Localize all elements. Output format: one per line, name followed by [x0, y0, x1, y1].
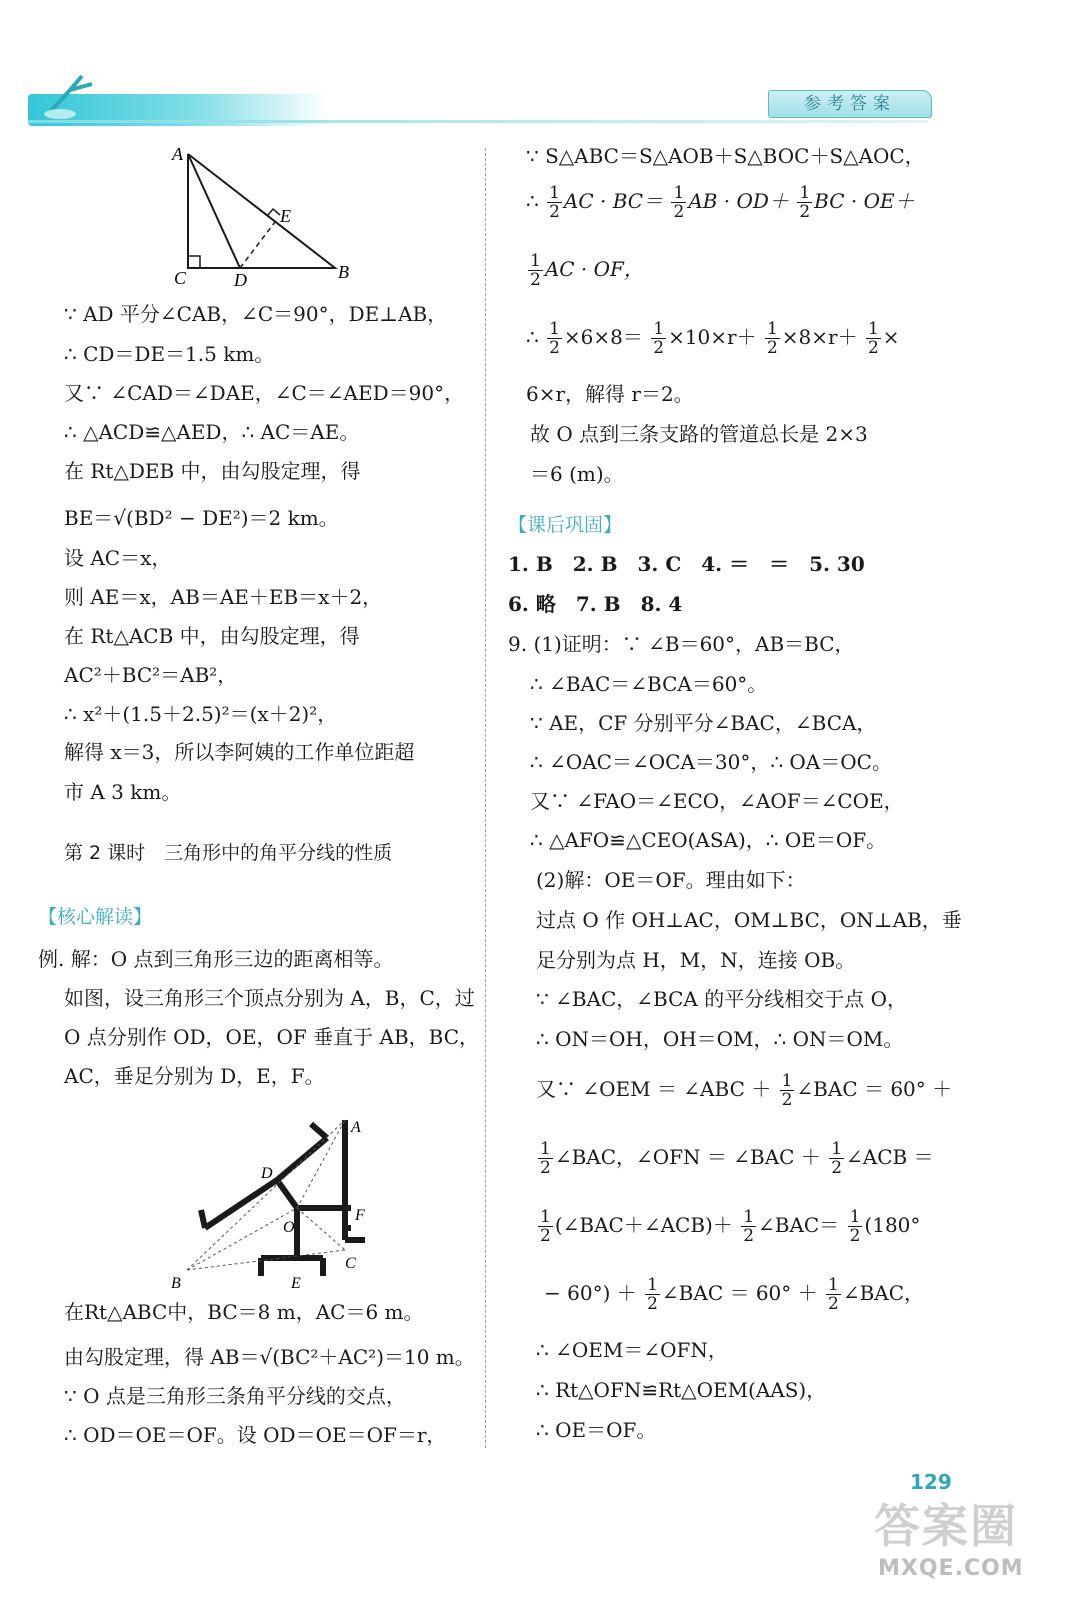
area-eq-line-1: ∴ $\frac{1}{2}$ AC · BC＝ $\frac{1}{2}$ AB · OD＋ $\frac{1}{2}$ BC · OE＋: [526, 183, 915, 222]
fig2-label-a: A: [351, 1119, 361, 1136]
left-line-4: ∴ △ACD≌△AED，∴ AC＝AE。: [64, 420, 360, 444]
example-line-3: O 点分别作 OD，OE，OF 垂直于 AB，BC，: [64, 1025, 480, 1049]
q9-line-11: ∴ ON＝OH，OH＝OM，∴ ON＝OM。: [536, 1027, 904, 1051]
header-tab-answers: 参考答案: [768, 90, 932, 118]
watermark: [870, 1490, 1040, 1590]
left-after-fig-2: 由勾股定理，得 AB＝√(BC²＋AC²)＝10 m。: [64, 1345, 475, 1369]
q9-line-9: 足分别为点 H，M，N，连接 OB。: [536, 948, 856, 972]
left-line-10: AC²＋BC²＝AB²，: [64, 663, 238, 687]
area-sum-line: ∵ S△ABC＝S△AOB＋S△BOC＋S△AOC，: [526, 144, 925, 168]
left-line-3: 又∵ ∠CAD＝∠DAE，∠C＝∠AED＝90°，: [64, 381, 465, 405]
solve-r-line: 6×r，解得 r＝2。: [526, 382, 694, 406]
q9-line-2: ∴ ∠BAC＝∠BCA＝60°。: [530, 672, 768, 696]
q9-line-1: 9. (1)证明：∵ ∠B＝60°，AB＝BC，: [508, 632, 855, 656]
fig2-label-c: C: [345, 1255, 356, 1272]
total-length-line-2: ＝6 (m)。: [530, 462, 624, 486]
left-line-2: ∴ CD＝DE＝1.5 km。: [64, 342, 275, 366]
pipe-network-figure: [165, 1110, 385, 1290]
header-rule: [28, 120, 928, 123]
q9-line-6: ∴ △AFO≌△CEO(ASA)，∴ OE＝OF。: [530, 828, 887, 852]
fig2-label-e: E: [291, 1275, 301, 1290]
page-number: 129: [910, 1470, 952, 1494]
answers-row-2: 6. 略 7. B 8. 4: [508, 592, 683, 616]
left-after-fig-1: 在Rt△ABC中，BC＝8 m，AC＝6 m。: [64, 1300, 424, 1324]
left-line-9: 在 Rt△ACB 中，由勾股定理，得: [64, 624, 360, 648]
left-line-8: 则 AE＝x，AB＝AE＋EB＝x＋2，: [64, 585, 383, 609]
tail-line-3: ∴ OE＝OF。: [536, 1418, 657, 1442]
q9-line-5: 又∵ ∠FAO＝∠ECO，∠AOF＝∠COE，: [530, 789, 904, 813]
example-line-1: 例. 解：O 点到三角形三边的距离相等。: [38, 947, 394, 971]
section-after-class: 【课后巩固】: [508, 514, 623, 536]
right-triangle-figure: [160, 142, 360, 288]
fig1-label-a: A: [172, 144, 183, 164]
q9-line-3: ∵ AE，CF 分别平分∠BAC，∠BCA，: [530, 711, 877, 735]
angle-eq-line-4: − 60°) ＋ $\frac{1}{2}$ ∠BAC ＝ 60° ＋ $\frac{1}{2}$ ∠BAC，: [544, 1275, 925, 1314]
left-line-12: 解得 x＝3，所以李阿姨的工作单位距超: [64, 740, 415, 764]
q9-line-7: (2)解：OE＝OF。理由如下：: [536, 868, 806, 892]
section-core-reading: 【核心解读】: [38, 906, 153, 928]
column-divider: [485, 148, 486, 1448]
dragonfly-logo-icon: [30, 70, 130, 120]
tail-line-1: ∴ ∠OEM＝∠OFN，: [536, 1338, 728, 1362]
left-line-1: ∵ AD 平分∠CAB，∠C＝90°，DE⊥AB，: [64, 302, 448, 326]
fig1-label-d: D: [234, 270, 247, 288]
left-line-11: ∴ x²＋(1.5＋2.5)²＝(x＋2)²，: [64, 702, 338, 726]
watermark-logo-text: 答案圈: [874, 1499, 1018, 1553]
q9-line-10: ∵ ∠BAC，∠BCA 的平分线相交于点 O，: [536, 987, 907, 1011]
angle-eq-line-1: 又∵ ∠OEM ＝ ∠ABC ＋ $\frac{1}{2}$ ∠BAC ＝ 60° ＋: [536, 1071, 953, 1110]
lesson-title: 第 2 课时 三角形中的角平分线的性质: [64, 842, 393, 864]
angle-eq-line-2: $\frac{1}{2}$ ∠BAC，∠OFN ＝ ∠BAC ＋ $\frac{1}{2}$ ∠ACB ＝: [540, 1139, 934, 1178]
fig1-label-e: E: [280, 206, 291, 226]
watermark-url: MXQE.COM: [878, 1556, 1024, 1581]
fig2-label-d: D: [261, 1165, 273, 1182]
fig1-label-b: B: [338, 262, 349, 282]
angle-eq-line-3: $\frac{1}{2}$ (∠BAC＋∠ACB)＋ $\frac{1}{2}$ ∠BAC＝ $\frac{1}{2}$ (180°: [540, 1207, 921, 1246]
area-eq-line-3: ∴ $\frac{1}{2}$ ×6×8＝ $\frac{1}{2}$ ×10×r＋ $\frac{1}{2}$ ×8×r＋ $\frac{1}{2}$ ×: [526, 319, 900, 358]
left-line-6: BE＝√(BD² − DE²)＝2 km。: [64, 506, 339, 530]
page-header: [0, 70, 1066, 130]
answers-row-1: 1. B 2. B 3. C 4. ＝ ＝ 5. 30: [508, 552, 865, 576]
example-line-2: 如图，设三角形三个顶点分别为 A，B，C，过: [64, 986, 475, 1010]
fig2-label-o: O: [283, 1219, 295, 1236]
fig1-label-c: C: [174, 268, 187, 288]
left-after-fig-3: ∵ O 点是三角形三条角平分线的交点，: [64, 1384, 406, 1408]
fig2-label-f: F: [355, 1207, 365, 1224]
total-length-line-1: 故 O 点到三条支路的管道总长是 2×3: [530, 422, 868, 446]
left-after-fig-4: ∴ OD＝OE＝OF。设 OD＝OE＝OF＝r，: [64, 1423, 447, 1447]
q9-line-4: ∴ ∠OAC＝∠OCA＝30°，∴ OA＝OC。: [530, 750, 892, 774]
example-line-4: AC，垂足分别为 D，E，F。: [64, 1064, 325, 1088]
fig2-label-b: B: [171, 1275, 181, 1290]
q9-line-8: 过点 O 作 OH⊥AC，OM⊥BC，ON⊥AB，垂: [536, 908, 962, 932]
tail-line-2: ∴ Rt△OFN≌Rt△OEM(AAS)，: [536, 1378, 827, 1402]
left-line-5: 在 Rt△DEB 中，由勾股定理，得: [64, 459, 361, 483]
area-eq-line-2: $\frac{1}{2}$ AC · OF，: [530, 251, 644, 290]
left-line-13: 市 A 3 km。: [64, 780, 182, 804]
left-line-7: 设 AC＝x，: [64, 546, 172, 570]
